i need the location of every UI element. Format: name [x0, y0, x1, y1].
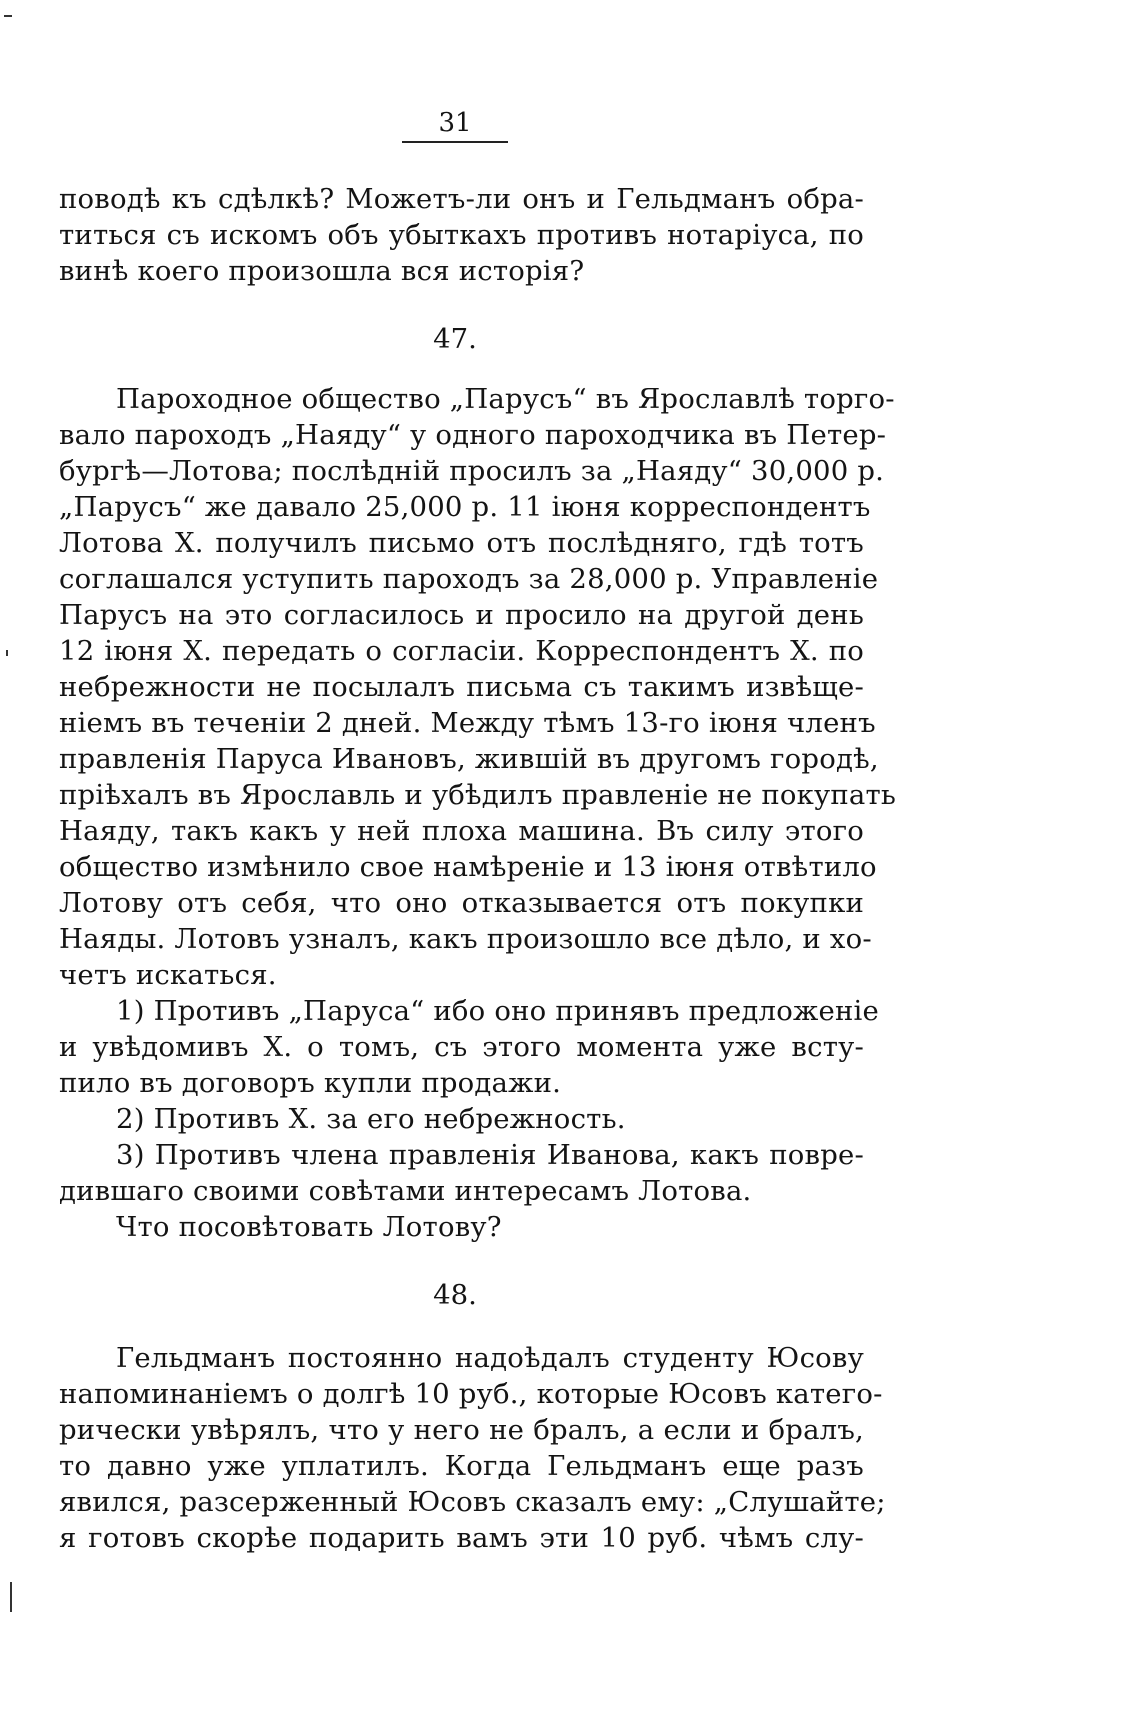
question-line: Что посовѣтовать Лотову? [116, 1211, 502, 1243]
list-item-1: 1) Противъ „Паруса“ ибо оно принявъ предложеніе [116, 995, 879, 1027]
text-line: и увѣдомивъ X. о томъ, съ этого момента уже всту- [59, 1031, 864, 1063]
text-line: пило въ договоръ купли продажи. [59, 1067, 562, 1099]
text-line: 12 іюня X. передать о согласіи. Корреспондентъ X. по [59, 635, 864, 667]
text-line: титься съ искомъ объ убыткахъ противъ нотаріуса, по [59, 219, 864, 251]
text-line: Лотова X. получилъ письмо отъ послѣдняго, гдѣ тотъ [59, 527, 864, 559]
text-line: то давно уже уплатилъ. Когда Гельдманъ еще разъ [59, 1450, 864, 1482]
text-line: небрежности не посылалъ письма съ такимъ извѣще- [59, 671, 864, 703]
text-line: соглашался уступить пароходъ за 28,000 р. Управленіе [59, 563, 879, 595]
text-line: Пароходное общество „Парусъ“ въ Ярославлѣ торго- [116, 383, 895, 415]
text-line: Наяду, такъ какъ у ней плоха машина. Въ силу этого [59, 815, 864, 847]
page-number: 31 [438, 108, 472, 138]
text-line: правленія Паруса Ивановъ, жившій въ другомъ городѣ, [59, 743, 879, 775]
text-line: я готовъ скорѣе подарить вамъ эти 10 руб. чѣмъ слу- [59, 1522, 864, 1554]
text-line: винѣ коего произошла вся исторія? [59, 255, 585, 287]
text-line: вало пароходъ „Наяду“ у одного пароходчика въ Петер- [59, 419, 887, 451]
text-line: четъ искаться. [59, 959, 277, 991]
text-line: поводѣ къ сдѣлкѣ? Можетъ-ли онъ и Гельдманъ обра- [59, 183, 864, 215]
section-number-47: 47. [433, 323, 477, 355]
list-item-3: 3) Противъ члена правленія Иванова, какъ повре- [116, 1139, 864, 1171]
text-line: дившаго своими совѣтами интересамъ Лотова. [59, 1175, 752, 1207]
list-item-2: 2) Противъ X. за его небрежность. [116, 1103, 626, 1135]
text-line: Гельдманъ постоянно надоѣдалъ студенту Юсову [116, 1342, 864, 1374]
scan-speck [10, 1582, 12, 1612]
section-number-48: 48. [433, 1279, 477, 1311]
page-number-rule [402, 141, 508, 143]
scan-speck [6, 650, 8, 656]
text-line: Наяды. Лотовъ узналъ, какъ произошло все дѣло, и хо- [59, 923, 872, 955]
text-line: бургѣ—Лотова; послѣдній просилъ за „Наяду“ 30,000 р. [59, 455, 885, 487]
text-line: Лотову отъ себя, что оно отказывается отъ покупки [59, 887, 864, 919]
text-line: Парусъ на это согласилось и просило на другой день [59, 599, 864, 631]
text-line: общество измѣнило свое намѣреніе и 13 іюня отвѣтило [59, 851, 877, 883]
text-line: „Парусъ“ же давало 25,000 р. 11 іюня корреспондентъ [59, 491, 871, 523]
text-line: напоминаніемъ о долгѣ 10 руб., которые Юсовъ катего- [59, 1378, 883, 1410]
text-line: явился, разсерженный Юсовъ сказалъ ему: „Слушайте; [59, 1486, 886, 1518]
text-line: пріѣхалъ въ Ярославль и убѣдилъ правленіе не покупать [59, 779, 897, 811]
text-line: рически увѣрялъ, что у него не бралъ, а если и бралъ, [59, 1414, 864, 1446]
text-line: ніемъ въ теченіи 2 дней. Между тѣмъ 13-го іюня членъ [59, 707, 876, 739]
scan-speck [4, 15, 12, 17]
